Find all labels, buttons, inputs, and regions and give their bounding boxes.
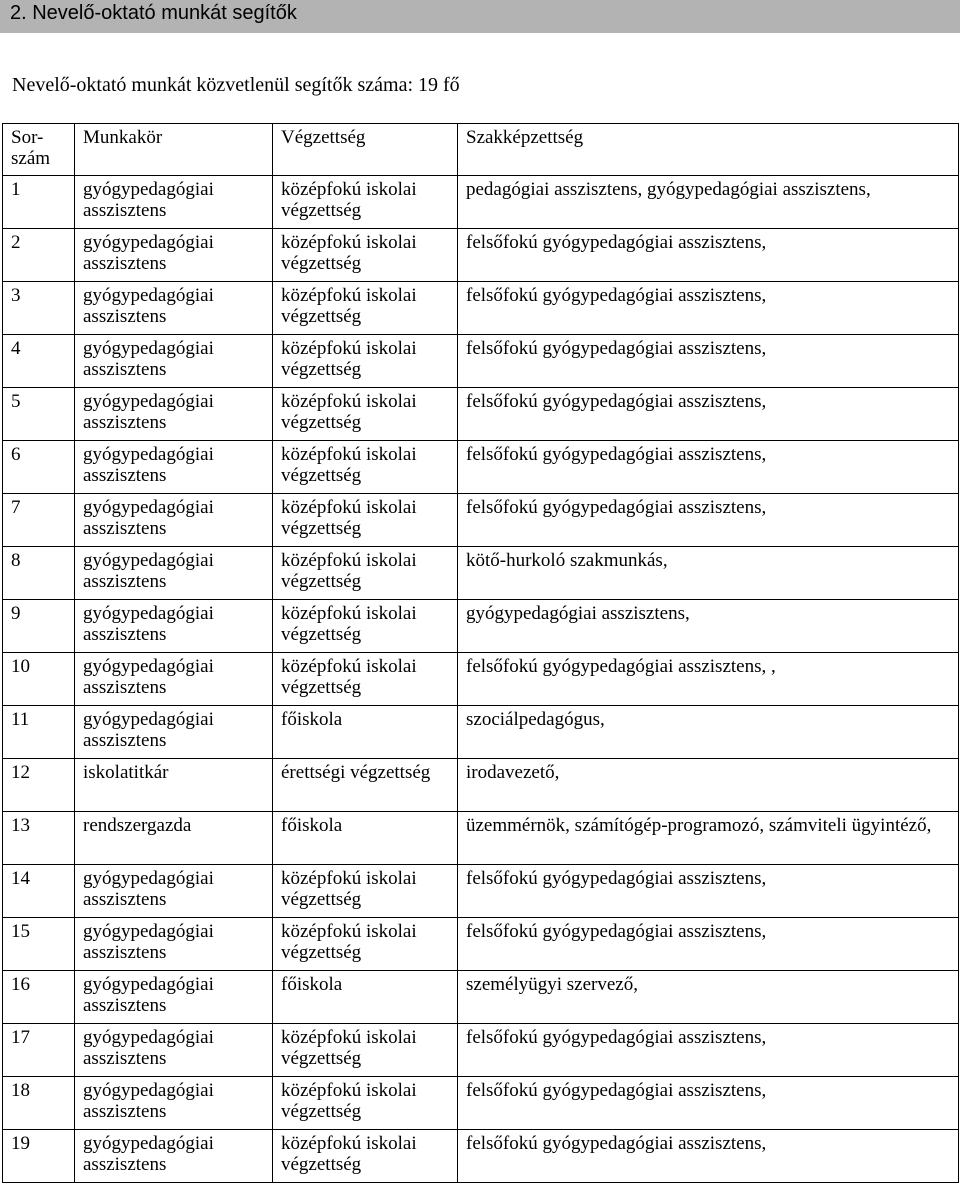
- cell-szakkepzettseg: gyógypedagógiai asszisztens,: [458, 600, 959, 653]
- section-title: 2. Nevelő-oktató munkát segítők: [10, 2, 297, 24]
- table-row: [3, 971, 959, 1024]
- cell-vegzettseg: középfokú iskolai végzettség: [273, 547, 458, 600]
- cell-vegzettseg: középfokú iskolai végzettség: [273, 176, 458, 229]
- cell-munkakor: gyógypedagógiai asszisztens: [75, 653, 273, 706]
- table-row: [3, 547, 959, 600]
- cell-szakkepzettseg: felsőfokú gyógypedagógiai asszisztens,: [458, 865, 959, 918]
- cell-number: 19: [3, 1130, 75, 1183]
- cell-szakkepzettseg: felsőfokú gyógypedagógiai asszisztens,: [458, 229, 959, 282]
- table-row: [3, 653, 959, 706]
- cell-munkakor: gyógypedagógiai asszisztens: [75, 1077, 273, 1130]
- cell-szakkepzettseg: üzemmérnök, számítógép-programozó, számviteli ügyintéző,: [458, 812, 959, 865]
- cell-vegzettseg: főiskola: [273, 812, 458, 865]
- cell-munkakor: gyógypedagógiai asszisztens: [75, 176, 273, 229]
- cell-munkakor: iskolatitkár: [75, 759, 273, 812]
- cell-number: 9: [3, 600, 75, 653]
- table-row: [3, 441, 959, 494]
- cell-number: 10: [3, 653, 75, 706]
- staff-count-subtitle: Nevelő-oktató munkát közvetlenül segítők száma: 19 fő: [12, 74, 460, 96]
- header-sorszam: Sor-szám: [3, 124, 75, 176]
- cell-szakkepzettseg: irodavezető,: [458, 759, 959, 812]
- cell-szakkepzettseg: felsőfokú gyógypedagógiai asszisztens,: [458, 1130, 959, 1183]
- cell-munkakor: gyógypedagógiai asszisztens: [75, 918, 273, 971]
- cell-szakkepzettseg: kötő-hurkoló szakmunkás,: [458, 547, 959, 600]
- cell-vegzettseg: középfokú iskolai végzettség: [273, 600, 458, 653]
- cell-vegzettseg: főiskola: [273, 706, 458, 759]
- cell-number: 5: [3, 388, 75, 441]
- cell-vegzettseg: középfokú iskolai végzettség: [273, 1130, 458, 1183]
- table-row: [3, 388, 959, 441]
- cell-number: 12: [3, 759, 75, 812]
- cell-munkakor: gyógypedagógiai asszisztens: [75, 388, 273, 441]
- cell-vegzettseg: főiskola: [273, 971, 458, 1024]
- cell-szakkepzettseg: felsőfokú gyógypedagógiai asszisztens,: [458, 441, 959, 494]
- cell-vegzettseg: középfokú iskolai végzettség: [273, 918, 458, 971]
- cell-szakkepzettseg: felsőfokú gyógypedagógiai asszisztens,: [458, 1077, 959, 1130]
- cell-szakkepzettseg: felsőfokú gyógypedagógiai asszisztens, ,: [458, 653, 959, 706]
- cell-number: 11: [3, 706, 75, 759]
- cell-number: 15: [3, 918, 75, 971]
- table-row: [3, 706, 959, 759]
- cell-number: 2: [3, 229, 75, 282]
- cell-munkakor: gyógypedagógiai asszisztens: [75, 335, 273, 388]
- cell-munkakor: gyógypedagógiai asszisztens: [75, 282, 273, 335]
- table-row: [3, 229, 959, 282]
- cell-munkakor: gyógypedagógiai asszisztens: [75, 971, 273, 1024]
- staff-table: [2, 123, 959, 1183]
- cell-number: 16: [3, 971, 75, 1024]
- cell-number: 8: [3, 547, 75, 600]
- cell-vegzettseg: középfokú iskolai végzettség: [273, 388, 458, 441]
- cell-munkakor: gyógypedagógiai asszisztens: [75, 1130, 273, 1183]
- cell-number: 3: [3, 282, 75, 335]
- table-row: [3, 282, 959, 335]
- cell-munkakor: gyógypedagógiai asszisztens: [75, 706, 273, 759]
- cell-vegzettseg: középfokú iskolai végzettség: [273, 494, 458, 547]
- header-vegzettseg: Végzettség: [273, 124, 458, 176]
- cell-szakkepzettseg: felsőfokú gyógypedagógiai asszisztens,: [458, 494, 959, 547]
- table-row: [3, 1077, 959, 1130]
- cell-vegzettseg: középfokú iskolai végzettség: [273, 229, 458, 282]
- header-szakkepzettseg: Szakképzettség: [458, 124, 959, 176]
- cell-munkakor: gyógypedagógiai asszisztens: [75, 229, 273, 282]
- cell-szakkepzettseg: felsőfokú gyógypedagógiai asszisztens,: [458, 1024, 959, 1077]
- cell-munkakor: gyógypedagógiai asszisztens: [75, 441, 273, 494]
- cell-munkakor: gyógypedagógiai asszisztens: [75, 547, 273, 600]
- cell-vegzettseg: középfokú iskolai végzettség: [273, 441, 458, 494]
- table-row: [3, 1024, 959, 1077]
- cell-szakkepzettseg: személyügyi szervező,: [458, 971, 959, 1024]
- cell-munkakor: gyógypedagógiai asszisztens: [75, 865, 273, 918]
- cell-vegzettseg: középfokú iskolai végzettség: [273, 1077, 458, 1130]
- cell-munkakor: gyógypedagógiai asszisztens: [75, 1024, 273, 1077]
- cell-szakkepzettseg: felsőfokú gyógypedagógiai asszisztens,: [458, 335, 959, 388]
- cell-vegzettseg: középfokú iskolai végzettség: [273, 335, 458, 388]
- cell-munkakor: rendszergazda: [75, 812, 273, 865]
- table-row: [3, 812, 959, 865]
- cell-munkakor: gyógypedagógiai asszisztens: [75, 600, 273, 653]
- cell-szakkepzettseg: felsőfokú gyógypedagógiai asszisztens,: [458, 918, 959, 971]
- table-row: [3, 1130, 959, 1183]
- table-row: [3, 865, 959, 918]
- cell-number: 4: [3, 335, 75, 388]
- table-row: [3, 494, 959, 547]
- table-row: [3, 176, 959, 229]
- section-title-bar: [0, 0, 960, 33]
- cell-szakkepzettseg: felsőfokú gyógypedagógiai asszisztens,: [458, 388, 959, 441]
- cell-number: 13: [3, 812, 75, 865]
- cell-vegzettseg: középfokú iskolai végzettség: [273, 653, 458, 706]
- cell-number: 1: [3, 176, 75, 229]
- table-row: [3, 335, 959, 388]
- table-header-row: [3, 124, 959, 176]
- cell-szakkepzettseg: felsőfokú gyógypedagógiai asszisztens,: [458, 282, 959, 335]
- header-munkakor: Munkakör: [75, 124, 273, 176]
- cell-vegzettseg: középfokú iskolai végzettség: [273, 865, 458, 918]
- table-row: [3, 600, 959, 653]
- cell-vegzettseg: érettségi végzettség: [273, 759, 458, 812]
- cell-number: 18: [3, 1077, 75, 1130]
- cell-number: 17: [3, 1024, 75, 1077]
- cell-szakkepzettseg: szociálpedagógus,: [458, 706, 959, 759]
- table-row: [3, 759, 959, 812]
- cell-szakkepzettseg: pedagógiai asszisztens, gyógypedagógiai asszisztens,: [458, 176, 959, 229]
- cell-number: 7: [3, 494, 75, 547]
- cell-number: 6: [3, 441, 75, 494]
- cell-vegzettseg: középfokú iskolai végzettség: [273, 282, 458, 335]
- cell-vegzettseg: középfokú iskolai végzettség: [273, 1024, 458, 1077]
- cell-number: 14: [3, 865, 75, 918]
- table-row: [3, 918, 959, 971]
- cell-munkakor: gyógypedagógiai asszisztens: [75, 494, 273, 547]
